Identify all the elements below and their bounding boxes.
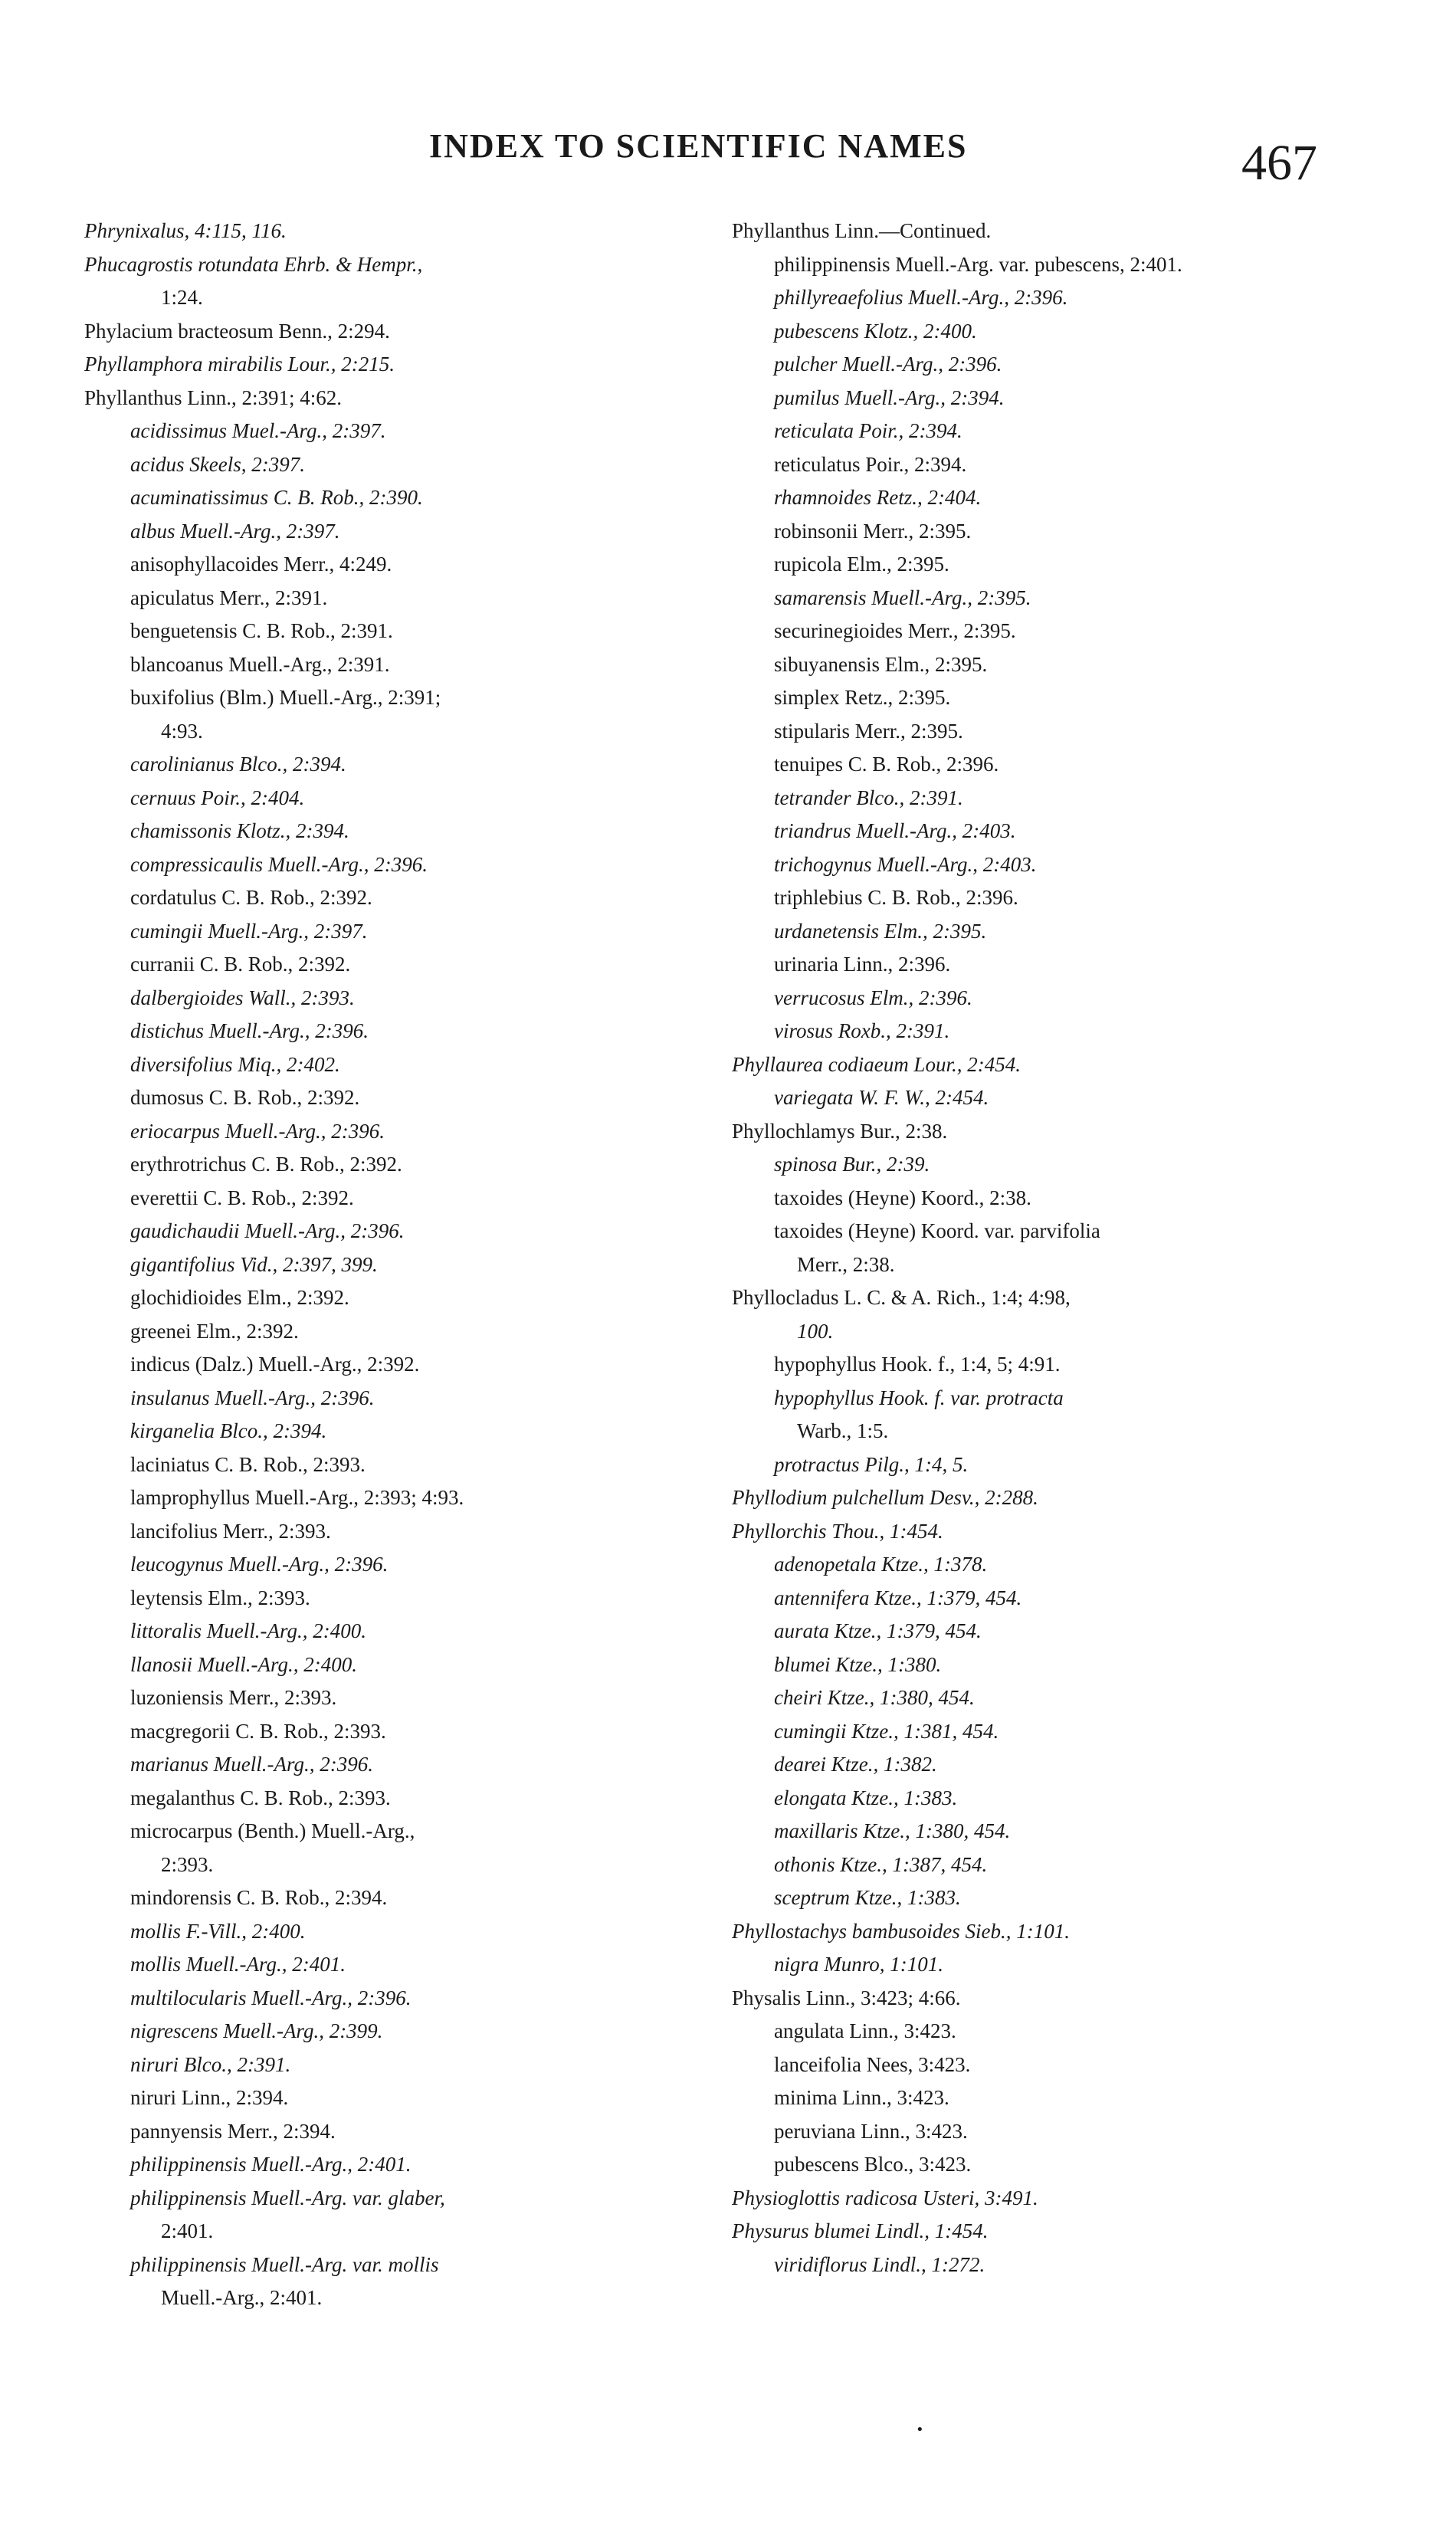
index-entry: dumosus C. B. Rob., 2:392.	[130, 1086, 360, 1109]
index-entry: carolinianus Blco., 2:394.	[130, 753, 346, 776]
index-entry: Phucagrostis rotundata Ehrb. & Hempr.,	[84, 252, 423, 276]
index-entry: sceptrum Ktze., 1:383.	[774, 1886, 961, 1909]
index-entry: angulata Linn., 3:423.	[774, 2019, 956, 2042]
index-entry: pubescens Klotz., 2:400.	[774, 319, 977, 343]
index-entry: othonis Ktze., 1:387, 454.	[774, 1852, 988, 1876]
index-entry: pannyensis Merr., 2:394.	[130, 2119, 336, 2143]
index-entry: trichogynus Muell.-Arg., 2:403.	[774, 852, 1037, 876]
index-entry: leucogynus Muell.-Arg., 2:396.	[130, 1553, 389, 1576]
index-entry: Phrynixalus, 4:115, 116.	[84, 219, 287, 242]
index-entry: indicus (Dalz.) Muell.-Arg., 2:392.	[130, 1353, 420, 1376]
index-entry: Phyllanthus Linn., 2:391; 4:62.	[84, 385, 343, 409]
index-entry: rhamnoides Retz., 2:404.	[774, 486, 982, 509]
index-entry: everettii C. B. Rob., 2:392.	[130, 1186, 354, 1209]
index-entry: robinsonii Merr., 2:395.	[774, 519, 972, 543]
index-entry: albus Muell.-Arg., 2:397.	[130, 519, 340, 543]
index-entry: Phyllamphora mirabilis Lour., 2:215.	[84, 353, 395, 376]
index-entry: distichus Muell.-Arg., 2:396.	[130, 1019, 369, 1042]
index-entry: blancoanus Muell.-Arg., 2:391.	[130, 652, 390, 676]
index-entry: phillyreaefolius Muell.-Arg., 2:396.	[774, 286, 1068, 309]
index-entry: reticulata Poir., 2:394.	[774, 419, 962, 442]
index-entry: acidissimus Muel.-Arg., 2:397.	[130, 419, 386, 442]
index-entry: antennifera Ktze., 1:379, 454.	[774, 1586, 1022, 1609]
index-entry: littoralis Muell.-Arg., 2:400.	[130, 1619, 366, 1642]
index-entry: blumei Ktze., 1:380.	[774, 1652, 942, 1676]
index-entry: lancifolius Merr., 2:393.	[130, 1519, 331, 1543]
index-entry: Phyllorchis Thou., 1:454.	[732, 1519, 943, 1543]
index-entry: dalbergioides Wall., 2:393.	[130, 986, 355, 1009]
index-entry: llanosii Muell.-Arg., 2:400.	[130, 1652, 357, 1676]
index-entry: Phyllodium pulchellum Desv., 2:288.	[732, 1486, 1038, 1509]
index-entry: nigrescens Muell.-Arg., 2:399.	[130, 2019, 383, 2042]
index-entry: pubescens Blco., 3:423.	[774, 2153, 972, 2176]
index-entry: marianus Muell.-Arg., 2:396.	[130, 1753, 373, 1776]
index-entry: cheiri Ktze., 1:380, 454.	[774, 1686, 975, 1709]
index-entry: acuminatissimus C. B. Rob., 2:390.	[130, 486, 423, 509]
index-entry: Phylacium bracteosum Benn., 2:294.	[84, 319, 390, 343]
index-entry: insulanus Muell.-Arg., 2:396.	[130, 1386, 375, 1409]
index-entry: Phyllochlamys Bur., 2:38.	[732, 1119, 948, 1143]
index-entry: triandrus Muell.-Arg., 2:403.	[774, 819, 1016, 842]
index-entry: hypophyllus Hook. f. var. protracta	[774, 1386, 1064, 1409]
page-title: INDEX TO SCIENTIFIC NAMES	[429, 127, 968, 165]
index-entry: 4:93.	[161, 719, 203, 743]
index-entry: tetrander Blco., 2:391.	[774, 786, 963, 809]
index-entry: mollis F.-Vill., 2:400.	[130, 1919, 306, 1943]
index-entry: reticulatus Poir., 2:394.	[774, 452, 967, 476]
left-column	[84, 215, 697, 2315]
index-entry: taxoides (Heyne) Koord. var. parvifolia	[774, 1219, 1100, 1242]
index-entry: cordatulus C. B. Rob., 2:392.	[130, 886, 372, 909]
index-entry: rupicola Elm., 2:395.	[774, 553, 949, 576]
index-entry: buxifolius (Blm.) Muell.-Arg., 2:391;	[130, 686, 441, 709]
index-entry: Physioglottis radicosa Usteri, 3:491.	[732, 2186, 1038, 2209]
bottom-dot: •	[916, 2422, 924, 2438]
index-entry: microcarpus (Benth.) Muell.-Arg.,	[130, 1819, 415, 1842]
index-entry: Phyllaurea codiaeum Lour., 2:454.	[732, 1052, 1021, 1076]
index-entry: multilocularis Muell.-Arg., 2:396.	[130, 1986, 412, 2009]
index-entry: Phyllocladus L. C. & A. Rich., 1:4; 4:98,	[732, 1286, 1071, 1309]
page-number: 467	[1241, 135, 1317, 191]
index-entry: tenuipes C. B. Rob., 2:396.	[774, 753, 999, 776]
index-entry: anisophyllacoides Merr., 4:249.	[130, 553, 392, 576]
index-entry: niruri Blco., 2:391.	[130, 2052, 291, 2076]
index-entry: philippinensis Muell.-Arg. var. glaber,	[130, 2186, 445, 2209]
index-entry: Muell.-Arg., 2:401.	[161, 2286, 323, 2309]
index-entry: protractus Pilg., 1:4, 5.	[774, 1452, 969, 1476]
index-entry: gigantifolius Vid., 2:397, 399.	[130, 1252, 378, 1276]
index-entry: elongata Ktze., 1:383.	[774, 1786, 958, 1809]
index-entry: 2:393.	[161, 1852, 214, 1876]
index-entry: viridiflorus Lindl., 1:272.	[774, 2252, 985, 2276]
index-entry: urdanetensis Elm., 2:395.	[774, 919, 987, 943]
index-entry: curranii C. B. Rob., 2:392.	[130, 953, 351, 976]
index-entry: pulcher Muell.-Arg., 2:396.	[774, 353, 1002, 376]
index-entry: urinaria Linn., 2:396.	[774, 953, 951, 976]
index-entry: macgregorii C. B. Rob., 2:393.	[130, 1719, 386, 1743]
index-entry: cumingii Muell.-Arg., 2:397.	[130, 919, 368, 943]
index-entry: hypophyllus Hook. f., 1:4, 5; 4:91.	[774, 1353, 1061, 1376]
index-entry: philippinensis Muell.-Arg., 2:401.	[130, 2153, 412, 2176]
index-entry: 1:24.	[161, 286, 203, 309]
index-entry: megalanthus C. B. Rob., 2:393.	[130, 1786, 391, 1809]
index-entry: diversifolius Miq., 2:402.	[130, 1052, 340, 1076]
index-entry: Warb., 1:5.	[797, 1419, 889, 1442]
index-entry: leytensis Elm., 2:393.	[130, 1586, 310, 1609]
index-entry: chamissonis Klotz., 2:394.	[130, 819, 349, 842]
index-entry: 2:401.	[161, 2219, 214, 2242]
index-entry: philippinensis Muell.-Arg. var. pubescens, 2:401.	[774, 252, 1182, 276]
index-entry: aurata Ktze., 1:379, 454.	[774, 1619, 982, 1642]
index-entry: 100.	[797, 1319, 834, 1343]
index-entry: simplex Retz., 2:395.	[774, 686, 951, 709]
index-entry: nigra Munro, 1:101.	[774, 1953, 943, 1976]
index-entry: samarensis Muell.-Arg., 2:395.	[774, 586, 1031, 609]
index-entry: variegata W. F. W., 2:454.	[774, 1086, 989, 1109]
index-entry: acidus Skeels, 2:397.	[130, 452, 305, 476]
index-entry: gaudichaudii Muell.-Arg., 2:396.	[130, 1219, 405, 1242]
index-entry: mollis Muell.-Arg., 2:401.	[130, 1953, 346, 1976]
index-entry: Phyllostachys bambusoides Sieb., 1:101.	[732, 1919, 1070, 1943]
index-entry: laciniatus C. B. Rob., 2:393.	[130, 1452, 366, 1476]
index-entry: Physurus blumei Lindl., 1:454.	[732, 2219, 989, 2242]
index-entry: Phyllanthus Linn.—Continued.	[732, 219, 992, 242]
index-entry: lamprophyllus Muell.-Arg., 2:393; 4:93.	[130, 1486, 464, 1509]
right-column	[732, 215, 1360, 2281]
index-entry: luzoniensis Merr., 2:393.	[130, 1686, 337, 1709]
index-entry: kirganelia Blco., 2:394.	[130, 1419, 327, 1442]
index-entry: eriocarpus Muell.-Arg., 2:396.	[130, 1119, 385, 1143]
index-entry: benguetensis C. B. Rob., 2:391.	[130, 619, 393, 642]
index-entry: Merr., 2:38.	[797, 1252, 895, 1276]
index-entry: maxillaris Ktze., 1:380, 454.	[774, 1819, 1011, 1842]
index-entry: sibuyanensis Elm., 2:395.	[774, 652, 988, 676]
index-entry: Physalis Linn., 3:423; 4:66.	[732, 1986, 961, 2009]
index-entry: virosus Roxb., 2:391.	[774, 1019, 950, 1042]
index-entry: greenei Elm., 2:392.	[130, 1319, 299, 1343]
index-entry: stipularis Merr., 2:395.	[774, 719, 963, 743]
index-entry: compressicaulis Muell.-Arg., 2:396.	[130, 852, 428, 876]
index-entry: securinegioides Merr., 2:395.	[774, 619, 1016, 642]
index-entry: mindorensis C. B. Rob., 2:394.	[130, 1886, 388, 1909]
index-entry: cernuus Poir., 2:404.	[130, 786, 305, 809]
index-entry: pumilus Muell.-Arg., 2:394.	[774, 385, 1005, 409]
index-entry: minima Linn., 3:423.	[774, 2086, 949, 2109]
index-entry: philippinensis Muell.-Arg. var. mollis	[130, 2252, 439, 2276]
index-entry: niruri Linn., 2:394.	[130, 2086, 289, 2109]
index-entry: verrucosus Elm., 2:396.	[774, 986, 972, 1009]
index-entry: dearei Ktze., 1:382.	[774, 1753, 937, 1776]
index-entry: taxoides (Heyne) Koord., 2:38.	[774, 1186, 1031, 1209]
index-entry: triphlebius C. B. Rob., 2:396.	[774, 886, 1018, 909]
index-entry: peruviana Linn., 3:423.	[774, 2119, 968, 2143]
index-entry: glochidioides Elm., 2:392.	[130, 1286, 349, 1309]
index-entry: adenopetala Ktze., 1:378.	[774, 1553, 988, 1576]
index-entry: cumingii Ktze., 1:381, 454.	[774, 1719, 999, 1743]
index-entry: erythrotrichus C. B. Rob., 2:392.	[130, 1153, 402, 1176]
index-entry: lanceifolia Nees, 3:423.	[774, 2052, 971, 2076]
index-entry: apiculatus Merr., 2:391.	[130, 586, 328, 609]
index-entry: spinosa Bur., 2:39.	[774, 1153, 930, 1176]
